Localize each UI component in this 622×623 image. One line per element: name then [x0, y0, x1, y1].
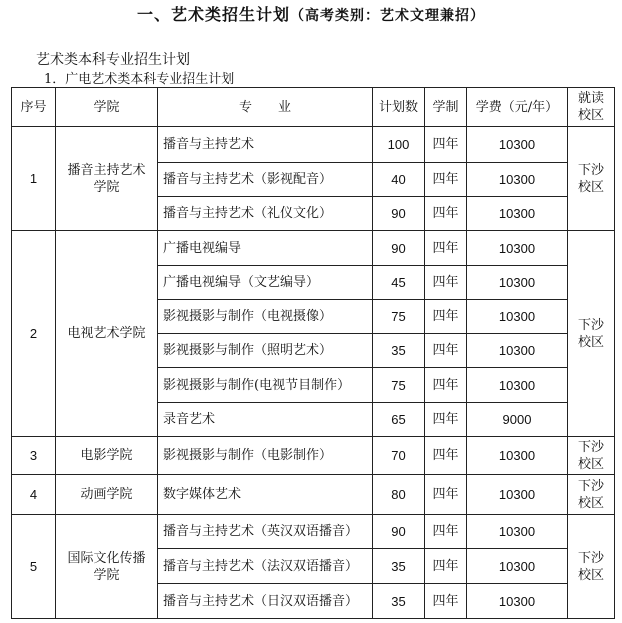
college-name: 电视艺术学院: [56, 231, 158, 437]
major-name: 录音艺术: [158, 403, 373, 437]
row-number: 1: [12, 127, 56, 231]
college-name: 动画学院: [56, 475, 158, 515]
college-name: 电影学院: [56, 437, 158, 475]
tuition-fee: 10300: [467, 231, 568, 266]
plan-count: 40: [373, 163, 425, 197]
table-row: [12, 515, 615, 549]
major-name: 影视摄影与制作（电影制作）: [158, 437, 373, 475]
plan-count: 65: [373, 403, 425, 437]
campus-name: 下沙校区: [568, 515, 615, 619]
row-number: 3: [12, 437, 56, 475]
column-header-campus: 就读校区: [568, 88, 615, 127]
page-title-subtitle: （高考类别：艺术文理兼招）: [290, 8, 485, 24]
plan-count: 90: [373, 231, 425, 266]
study-duration: 四年: [425, 197, 467, 231]
plan-count: 45: [373, 266, 425, 300]
column-header-college: 学院: [56, 88, 158, 127]
campus-name: 下沙校区: [568, 231, 615, 437]
row-number: 2: [12, 231, 56, 437]
major-name: 广播电视编导: [158, 231, 373, 266]
major-name: 播音与主持艺术（礼仪文化）: [158, 197, 373, 231]
column-header-major: 专 业: [158, 88, 373, 127]
plan-count: 35: [373, 334, 425, 368]
tuition-fee: 10300: [467, 127, 568, 163]
study-duration: 四年: [425, 163, 467, 197]
subsection-title: 1．广电艺术类本科专业招生计划: [44, 72, 235, 87]
enrollment-plan-table: [11, 87, 615, 619]
tuition-fee: 10300: [467, 300, 568, 334]
study-duration: 四年: [425, 403, 467, 437]
plan-count: 80: [373, 475, 425, 515]
tuition-fee: 10300: [467, 163, 568, 197]
study-duration: 四年: [425, 231, 467, 266]
major-name: 广播电视编导（文艺编导）: [158, 266, 373, 300]
table-row: [12, 475, 615, 515]
plan-count: 100: [373, 127, 425, 163]
row-number: 5: [12, 515, 56, 619]
study-duration: 四年: [425, 127, 467, 163]
plan-count: 75: [373, 300, 425, 334]
major-name: 影视摄影与制作（电视摄像）: [158, 300, 373, 334]
study-duration: 四年: [425, 334, 467, 368]
major-name: 播音与主持艺术: [158, 127, 373, 163]
study-duration: 四年: [425, 515, 467, 549]
study-duration: 四年: [425, 368, 467, 403]
major-name: 播音与主持艺术（日汉双语播音）: [158, 584, 373, 619]
campus-name: 下沙校区: [568, 127, 615, 231]
study-duration: 四年: [425, 475, 467, 515]
table-row: [12, 231, 615, 266]
study-duration: 四年: [425, 437, 467, 475]
tuition-fee: 10300: [467, 197, 568, 231]
study-duration: 四年: [425, 266, 467, 300]
tuition-fee: 10300: [467, 515, 568, 549]
column-header-plan: 计划数: [373, 88, 425, 127]
plan-count: 90: [373, 197, 425, 231]
column-header-duration: 学制: [425, 88, 467, 127]
tuition-fee: 10300: [467, 549, 568, 584]
major-name: 播音与主持艺术（法汉双语播音）: [158, 549, 373, 584]
plan-count: 75: [373, 368, 425, 403]
table-row: [12, 437, 615, 475]
column-header-no: 序号: [12, 88, 56, 127]
plan-count: 35: [373, 584, 425, 619]
tuition-fee: 10300: [467, 334, 568, 368]
tuition-fee: 10300: [467, 368, 568, 403]
page-title: [0, 2, 622, 25]
study-duration: 四年: [425, 300, 467, 334]
plan-count: 35: [373, 549, 425, 584]
plan-count: 90: [373, 515, 425, 549]
tuition-fee: 10300: [467, 584, 568, 619]
college-name: 国际文化传播学院: [56, 515, 158, 619]
major-name: 影视摄影与制作（照明艺术）: [158, 334, 373, 368]
tuition-fee: 10300: [467, 475, 568, 515]
campus-name: 下沙校区: [568, 437, 615, 475]
table-row: [12, 127, 615, 163]
major-name: 数字媒体艺术: [158, 475, 373, 515]
college-name: 播音主持艺术学院: [56, 127, 158, 231]
column-header-fee: 学费（元/年）: [467, 88, 568, 127]
major-name: 影视摄影与制作(电视节目制作）: [158, 368, 373, 403]
plan-count: 70: [373, 437, 425, 475]
section-title: 艺术类本科专业招生计划: [36, 52, 190, 68]
table-body: [12, 127, 615, 619]
study-duration: 四年: [425, 584, 467, 619]
row-number: 4: [12, 475, 56, 515]
tuition-fee: 10300: [467, 266, 568, 300]
major-name: 播音与主持艺术（英汉双语播音）: [158, 515, 373, 549]
page-title-main: 一、艺术类招生计划: [136, 5, 290, 24]
table-header-row: [12, 88, 615, 127]
major-name: 播音与主持艺术（影视配音）: [158, 163, 373, 197]
campus-name: 下沙校区: [568, 475, 615, 515]
tuition-fee: 9000: [467, 403, 568, 437]
study-duration: 四年: [425, 549, 467, 584]
tuition-fee: 10300: [467, 437, 568, 475]
